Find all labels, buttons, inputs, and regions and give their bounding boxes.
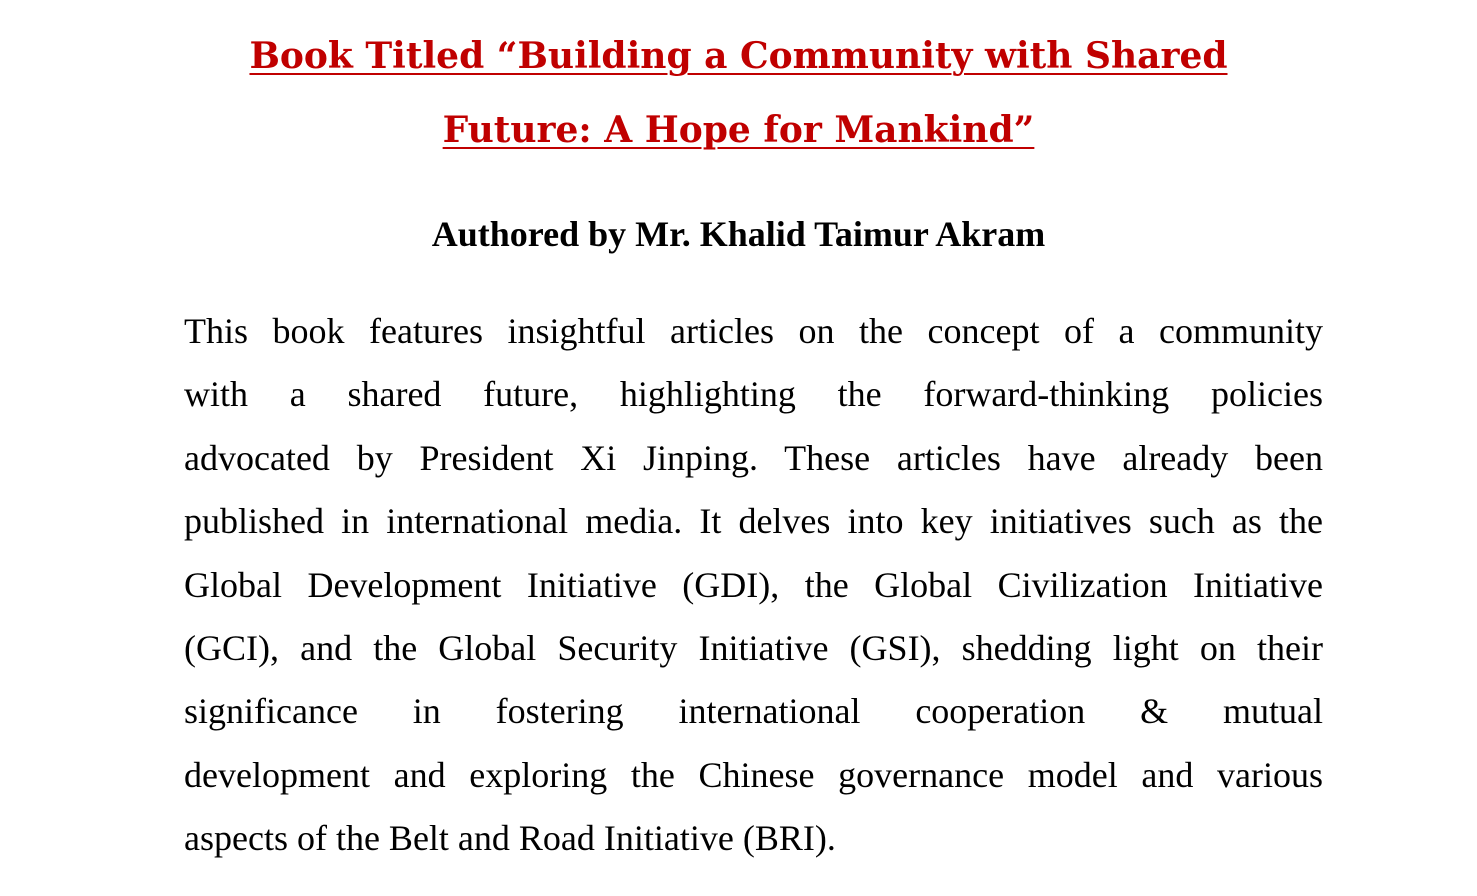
body-paragraph (184, 300, 1323, 871)
paragraph-line: advocated by President Xi Jinping. These articles have already been (184, 437, 1323, 478)
paragraph-line: published in international media. It delves into key initiatives such as the (184, 501, 1323, 542)
document-title-line-1: Book Titled “Building a Community with Shared (249, 35, 1228, 77)
paragraph-line: aspects of the Belt and Road Initiative (BRI). (184, 818, 836, 859)
author-line: Authored by Mr. Khalid Taimur Akram (431, 214, 1046, 254)
paragraph-line: Global Development Initiative (GDI), the Global Civilization Initiative (184, 564, 1323, 605)
paragraph-line: This book features insightful articles on the concept of a community (184, 311, 1323, 351)
paragraph-line: significance in fostering international cooperation & mutual (184, 691, 1323, 732)
paragraph-line: with a shared future, highlighting the forward-thinking policies (184, 374, 1323, 415)
paragraph-line: (GCI), and the Global Security Initiative (GSI), shedding light on their (184, 627, 1323, 668)
document-title-line-2: Future: A Hope for Mankind” (442, 109, 1035, 151)
paragraph-line: development and exploring the Chinese governance model and various (184, 754, 1323, 795)
